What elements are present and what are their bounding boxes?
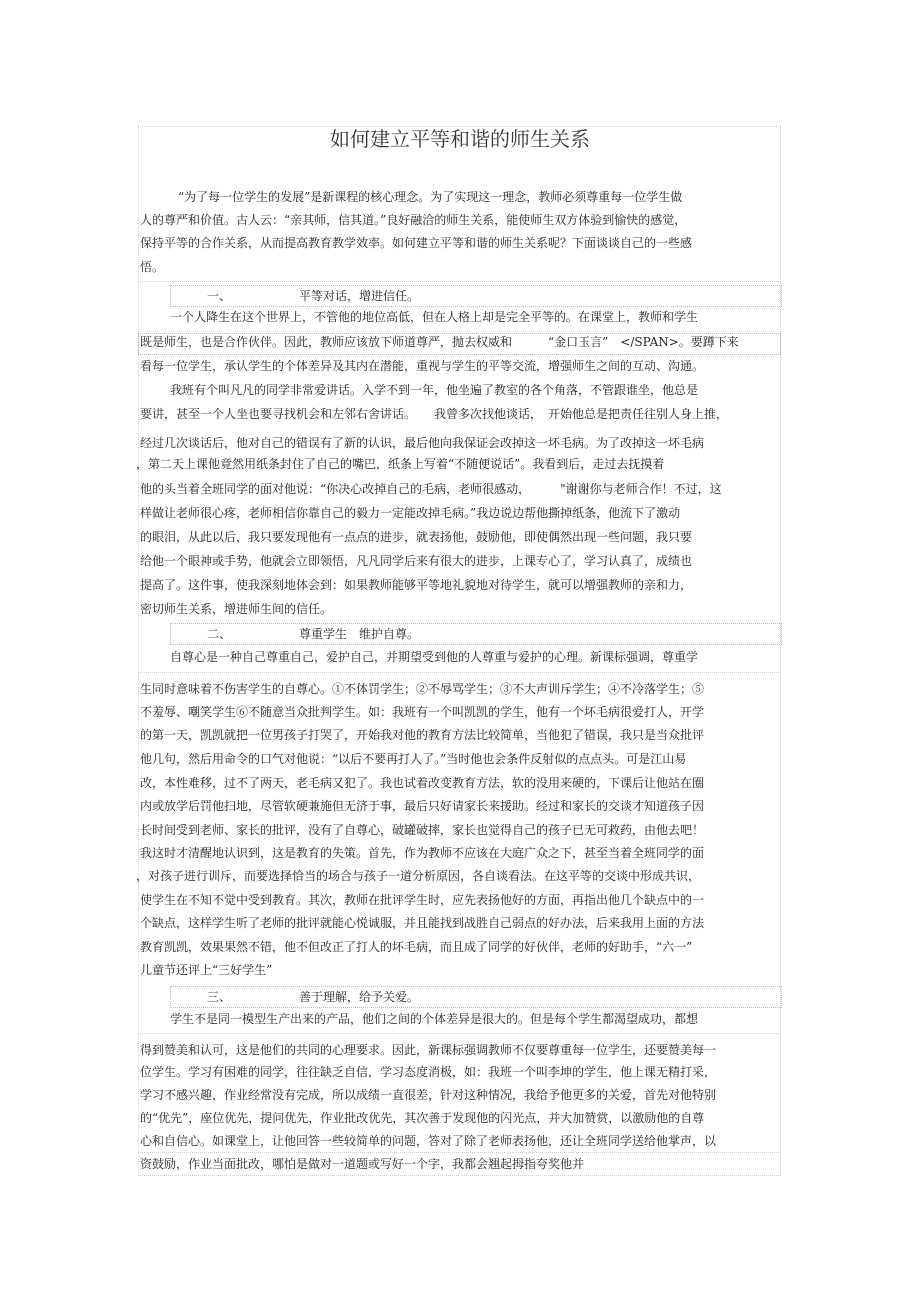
body-line: 一个人降生在这个世界上，不管他的地位高低，但在人格上却是完全平等的。在课堂上，教师和学生 [170,310,699,324]
body-line: 要讲，甚至一个人坐也要寻找机会和左邻右舍讲话。 我曾多次找他谈话， 开始他总是把责任往别人身上推， [140,407,729,421]
page-title: 如何建立平等和谐的师生关系 [330,127,590,151]
body-line: 密切师生关系，增进师生间的信任。 [140,602,333,616]
body-line: 生同时意味着不伤害学生的自尊心。①不体罚学生；②不辱骂学生；③不大声训斥学生；④不冷落学生；⑤ [140,682,705,696]
body-line: 我这时才清醒地认识到，这是教育的失策。首先，作为教师不应该在大庭广众之下，甚至当着全班同学的面 [140,846,705,860]
body-line: 既是师生，也是合作伙伴。因此，教师应该放下师道尊严，抛去权威和 “金口玉言” </SPAN>。要蹲下来 [140,335,739,349]
body-line: 看每一位学生，承认学生的个体差异及其内在潜能，重视与学生的平等交流，增强师生之间的互动、沟通。 [140,359,705,373]
section-title: 平等对话，增进信任。 [299,289,420,303]
body-line: 学生不是同一模型生产出来的产品，他们之间的个体差异是很大的。但是每个学生都渴望成功，都想 [170,1012,699,1026]
body-line: 自尊心是一种自己尊重自己，爱护自己，并期望受到他的人尊重与爱护的心理。新课标强调，尊重学 [170,650,699,664]
body-line: 学习不感兴趣，作业经常没有完成，所以成绩一直很差，针对这种情况，我给予他更多的关爱，首先对他特别 [140,1088,717,1102]
body-line: 儿童节还评上“三好学生” [140,963,273,977]
body-line: 使学生在不知不觉中受到教育。其次，教师在批评学生时，应先表扬他好的方面，再指出他几个缺点中的一 [140,893,705,907]
intro-line: 人的尊严和价值。古人云：“亲其师，信其道。”良好融洽的师生关系，能使师生双方体验到愉快的感觉， [140,213,687,227]
divider [138,1152,781,1153]
body-line: 经过几次谈话后，他对自己的错误有了新的认识，最后他向我保证会改掉这一坏毛病。为了改掉这一坏毛病 [140,436,705,450]
body-line: 的“优先”，座位优先，提问优先，作业批改优先，其次善于发现他的闪光点，并大加赞赏，以激励他的自尊 [140,1111,705,1125]
body-line: 教育凯凯，效果果然不错，他不但改正了打人的坏毛病，而且成了同学的好伙伴，老师的好助手，“六一” [140,940,693,954]
body-line: 他的头当着全班同学的面对他说：“你决心改掉自己的毛病，老师很感动， "谢谢你与老师合作！不过，这 [140,482,722,496]
body-line: 位学生。学习有困难的同学，往往缺乏自信，学习态度消极，如：我班一个叫李坤的学生，他上课无精打采， [140,1065,717,1079]
section-title: 善于理解，给予关爱。 [299,990,420,1004]
body-line: ，对孩子进行训斥，而要选择恰当的场合与孩子一道分析原因，各自谈看法。在这平等的交谈中形成共识， [136,869,701,883]
body-line: 我班有个叫凡凡的同学非常爱讲话。入学不到一年，他坐遍了教室的各个角落，不管跟谁坐，他总是 [170,383,699,397]
divider [138,1033,781,1034]
divider [138,672,781,673]
intro-line: 悟。 [140,260,165,274]
intro-line: “为了每一位学生的发展”是新课程的核心理念。为了实现这一理念，教师必须尊重每一位学生做 [178,190,683,204]
body-line: 个缺点，这样学生听了老师的批评就能心悦诚服，并且能找到战胜自己弱点的好办法，后来我用上面的方法 [140,916,705,930]
body-line: 不羞辱、嘲笑学生⑥不随意当众批判学生。如：我班有一个叫凯凯的学生，他有一个坏毛病很爱打人，开学 [140,705,705,719]
body-line: 长时间受到老师、家长的批评，没有了自尊心，破罐破摔，家长也觉得自己的孩子已无可救药，由他去吧！ [140,823,705,837]
body-line: 内或放学后罚他扫地，尽管软硬兼施但无济于事，最后只好请家长来援助。经过和家长的交谈才知道孩子因 [140,799,705,813]
section-number: 一、 [207,289,232,303]
body-line: 改，本性难移，过不了两天，老毛病又犯了。我也试着改变教育方法，软的没用来硬的，下课后让他站在圈 [140,776,705,790]
body-line: 心和自信心。如课堂上，让他回答一些较简单的问题，答对了除了老师表扬他，还让全班同学送给他掌声，以 [140,1134,717,1148]
body-line: ，第二天上课他竟然用纸条封住了自己的嘴巴，纸条上写着“不随便说话”。我看到后，走过去抚摸着 [136,457,665,471]
divider [138,281,781,282]
section-heading-3 [170,986,782,1008]
section-heading-1 [170,285,782,307]
body-line: 的第一天，凯凯就把一位男孩子打哭了，开始我对他的教育方法比较简单，当他犯了错误，我只是当众批评 [140,728,705,742]
intro-line: 保持平等的合作关系，从而提高教育教学效率。如何建立平等和谐的师生关系呢？下面谈谈自己的一些感 [140,236,693,250]
body-line: 样做让老师很心疼，老师相信你靠自己的毅力一定能改掉毛病。”我边说边帮他撕掉纸条，他流下了激动 [140,506,681,520]
body-line: 资鼓励，作业当面批改，哪怕是做对一道题或写好一个字，我都会翘起拇指夸奖他并 [140,1157,585,1171]
body-line: 的眼泪，从此以后，我只要发现他有一点点的进步，就表扬他，鼓励他，即使偶然出现一些问题，我只要 [140,530,693,544]
body-line: 他几句，然后用命令的口气对他说：“以后不要再打人了。”当时他也会条件反射似的点点头。可是江山易 [140,752,687,766]
body-line: 得到赞美和认可，这是他们的共同的心理要求。因此，新课标强调教师不仅要尊重每一位学生，还要赞美每一 [140,1043,717,1057]
section-number: 二、 [207,627,232,641]
body-line: 给他一个眼神或手势，他就会立即领悟，凡凡同学后来有很大的进步，上课专心了，学习认真了，成绩也 [140,554,693,568]
section-heading-2 [170,623,782,645]
section-title: 尊重学生 维护自尊。 [299,627,420,641]
body-line: 提高了。这件事，使我深刻地体会到：如果教师能够平等地礼貌地对待学生，就可以增强教师的亲和力， [140,578,693,592]
section-number: 三、 [207,990,232,1004]
